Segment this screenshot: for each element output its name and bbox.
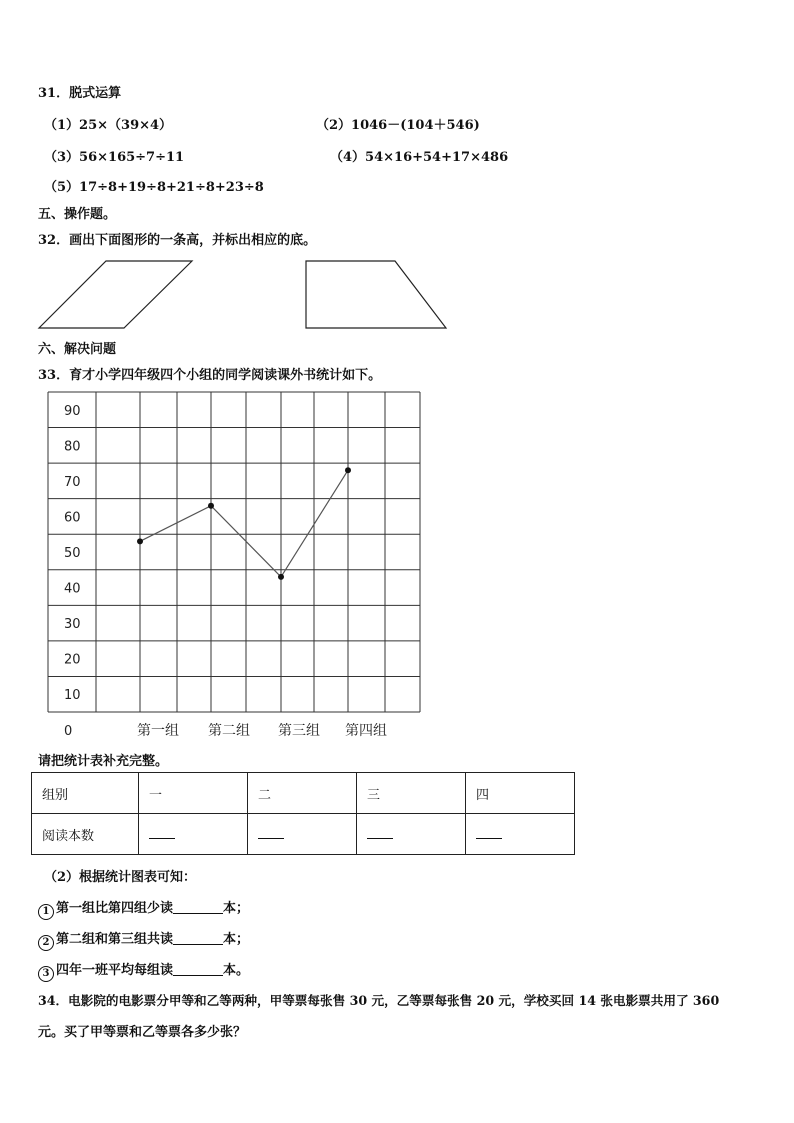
q34-line-1: 34．电影院的电影票分甲等和乙等两种，甲等票每张售 30 元，乙等票每张售 20 元，学校买回 14 张电影票共用了 360 [38, 993, 720, 1008]
sub-unit: 本； [223, 932, 250, 947]
chart-y-tick-label: 10 [64, 688, 81, 704]
chart-y-tick-label: 90 [64, 403, 81, 419]
answer-blank-2[interactable] [248, 814, 357, 855]
chart-y-tick-label: 20 [64, 652, 81, 668]
chart-grid [48, 392, 420, 712]
chart-x-tick-label: 第二组 [208, 723, 250, 739]
chart-x-tick-label: 第一组 [137, 723, 179, 739]
fill-blank[interactable] [173, 963, 223, 976]
sub-unit: 本。 [223, 963, 250, 978]
chart-y-tick-label: 50 [64, 546, 81, 561]
answer-blank-1[interactable] [139, 814, 248, 855]
table-prompt: 请把统计表补充完整。 [38, 754, 169, 769]
fill-blank[interactable] [173, 901, 223, 914]
q31-item-5: （5）17÷8+19÷8+21÷8+23÷8 [44, 180, 264, 195]
sub-text: 第一组比第四组少读 [56, 901, 174, 916]
sub-unit: 本； [223, 901, 250, 916]
q31-item-2: （2）1046－(104＋546) [316, 118, 480, 133]
q31-item-1: （1）25×（39×4） [44, 118, 173, 133]
chart-x-tick-label: 第三组 [278, 723, 320, 739]
circled-number: 2 [38, 935, 54, 951]
q33-part2: （2）根据统计图表可知： [44, 870, 197, 885]
sub-text: 第二组和第三组共读 [56, 932, 174, 947]
q32-shapes [0, 0, 794, 340]
q32-text: 32．画出下面图形的一条高，并标出相应的底。 [38, 233, 317, 248]
chart-y-tick-label: 70 [64, 474, 81, 490]
table-header-cell: 四 [466, 773, 575, 814]
circled-number: 1 [38, 904, 54, 920]
q33-sub-2 [38, 928, 249, 951]
answer-blank-4[interactable] [466, 814, 575, 855]
chart-y-tick-label: 40 [64, 581, 81, 597]
table-row [32, 814, 575, 855]
chart-y-tick-label: 0 [64, 723, 73, 739]
q33-sub-1 [38, 897, 249, 920]
chart-x-tick-label: 第四组 [345, 723, 387, 739]
q31-item-4: （4）54×16+54+17×486 [330, 150, 509, 165]
section-5-heading: 五、操作题。 [38, 207, 117, 222]
q31-title: 31．脱式运算 [38, 86, 122, 101]
q34-line-2: 元。买了甲等票和乙等票各多少张？ [38, 1025, 247, 1040]
q33-sub-3 [38, 959, 249, 982]
answer-blank-3[interactable] [357, 814, 466, 855]
table-header-cell: 组别 [32, 773, 139, 814]
section-6-heading: 六、解决问题 [38, 342, 117, 357]
chart-x-ticks [137, 723, 387, 739]
chart-data-point [345, 467, 351, 473]
table-header-cell: 一 [139, 773, 248, 814]
fill-blank[interactable] [173, 932, 223, 945]
table-header-cell: 二 [248, 773, 357, 814]
chart-y-ticks [64, 404, 81, 739]
circled-number: 3 [38, 966, 54, 982]
chart-series-line [140, 470, 348, 577]
q33-title: 33．育才小学四年级四个小组的同学阅读课外书统计如下。 [38, 368, 382, 383]
chart-y-tick-label: 80 [64, 439, 81, 455]
chart-data-point [278, 574, 284, 580]
table-row [32, 773, 575, 814]
sub-text: 四年一班平均每组读 [56, 963, 174, 978]
chart-data-point [137, 538, 143, 544]
parallelogram-shape [39, 261, 192, 328]
chart-y-tick-label: 60 [64, 510, 81, 526]
table-row-label: 阅读本数 [32, 814, 139, 855]
chart-data-point [208, 503, 214, 509]
table-header-cell: 三 [357, 773, 466, 814]
chart-points [137, 467, 351, 580]
reading-line-chart [0, 380, 440, 745]
q31-item-3: （3）56×165÷7÷11 [44, 150, 185, 165]
trapezoid-shape [306, 261, 446, 328]
chart-y-tick-label: 30 [64, 617, 81, 633]
stat-table [31, 772, 575, 855]
